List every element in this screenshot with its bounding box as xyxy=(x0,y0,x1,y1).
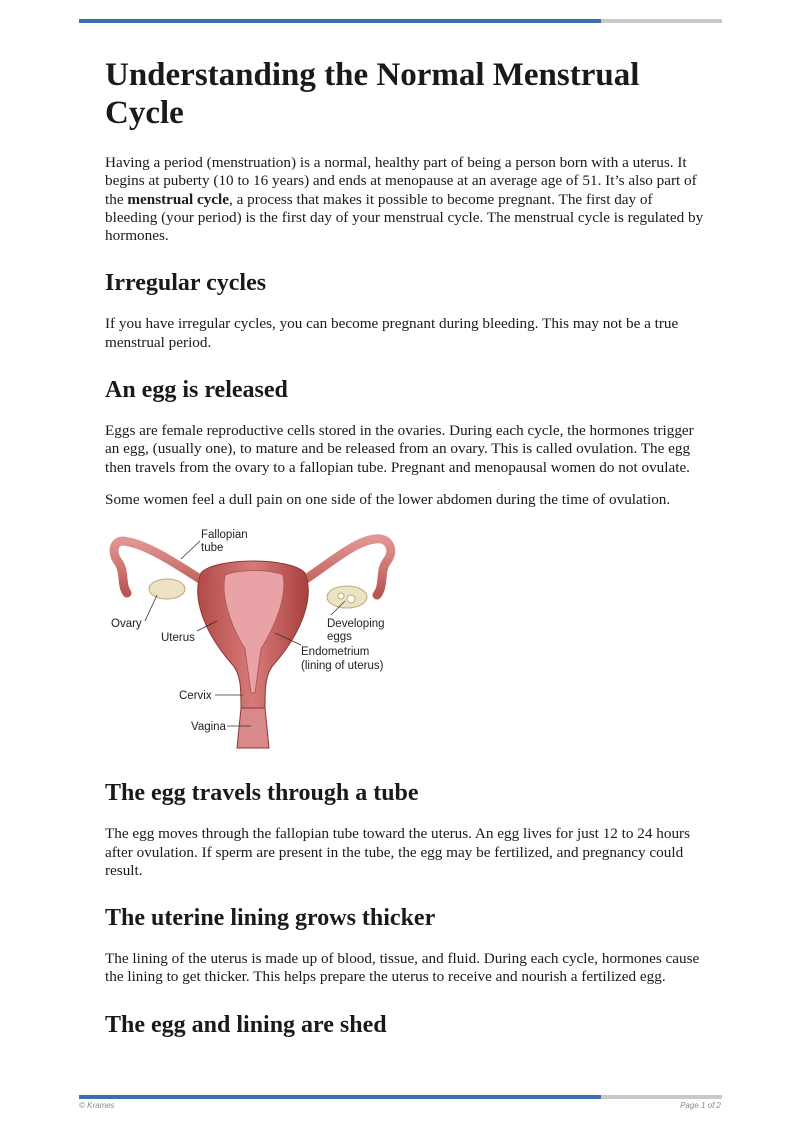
intro-paragraph xyxy=(105,154,705,245)
page-title: Understanding the Normal Menstrual Cycle xyxy=(105,57,640,131)
left-ovary xyxy=(149,579,185,599)
paragraph-egg-released-2: Some women feel a dull pain on one side of the lower abdomen during the time of ovulation. xyxy=(105,490,671,508)
label-developing-2: eggs xyxy=(327,631,352,644)
intro-text-1: Having a period (menstruation) is a normal, healthy part of being a person born with a uterus. It begins at puberty (10 to 16 years) and ends at menopause at an average age of 51. It’s also part of the xyxy=(105,154,697,208)
uterus-diagram xyxy=(105,523,405,753)
footer-copyright: © Krames xyxy=(79,1101,115,1110)
heading-irregular-cycles: Irregular cycles xyxy=(105,270,267,297)
footer-progress-fill xyxy=(79,1095,601,1099)
label-uterus: Uterus xyxy=(161,632,195,645)
header-progress-fill xyxy=(79,19,601,23)
footer-progress-bar xyxy=(79,1095,722,1099)
intro-text-2: , a process that makes it possible to become pregnant. The first day of bleeding (your period) is the first day of your menstrual cycle. The menstrual cycle is regulated by hormones. xyxy=(105,190,704,245)
heading-lining-thicker: The uterine lining grows thicker xyxy=(105,905,436,932)
leader-line xyxy=(181,541,200,559)
leader-line xyxy=(145,595,157,621)
developing-egg xyxy=(338,593,344,599)
label-vagina: Vagina xyxy=(191,721,226,734)
heading-egg-lining-shed: The egg and lining are shed xyxy=(105,1011,387,1038)
vagina xyxy=(237,708,269,748)
uterus-illustration xyxy=(105,523,405,753)
paragraph-egg-released-1: Eggs are female reproductive cells stored in the ovaries. During each cycle, the hormones trigger an egg, (usually one), to mature and be released from an ovary. This is called ovulation. The egg then travels from the ovary to a fallopian tube. Pregnant and menopausal women do not ovulate. xyxy=(105,422,694,476)
paragraph-lining-thicker: The lining of the uterus is made up of blood, tissue, and fluid. During each cycle, hormones cause the lining to get thicker. This helps prepare the uterus to receive and nourish a fertilized egg. xyxy=(105,950,700,986)
label-cervix: Cervix xyxy=(179,690,212,703)
label-fallopian-2: tube xyxy=(201,542,224,555)
header-progress-bar xyxy=(79,19,722,23)
document-body xyxy=(105,56,705,1057)
label-ovary: Ovary xyxy=(111,618,142,631)
label-fallopian-1: Fallopian xyxy=(201,529,248,542)
developing-egg xyxy=(347,595,355,603)
paragraph-irregular-cycles: If you have irregular cycles, you can become pregnant during bleeding. This may not be a true menstrual period. xyxy=(105,315,679,351)
label-endometrium-1: Endometrium xyxy=(301,646,370,659)
label-developing-1: Developing xyxy=(327,618,385,631)
footer-page-number: Page 1 of 2 xyxy=(680,1101,721,1110)
intro-bold-term: menstrual cycle xyxy=(127,190,229,208)
label-endometrium-2: (lining of uterus) xyxy=(301,660,384,673)
paragraph-egg-travels: The egg moves through the fallopian tube toward the uterus. An egg lives for just 12 to 24 hours after ovulation. If sperm are present in the tube, the egg may be fertilized, and pregnancy could result. xyxy=(105,825,691,879)
heading-egg-released: An egg is released xyxy=(105,377,288,404)
heading-egg-travels: The egg travels through a tube xyxy=(105,780,419,807)
